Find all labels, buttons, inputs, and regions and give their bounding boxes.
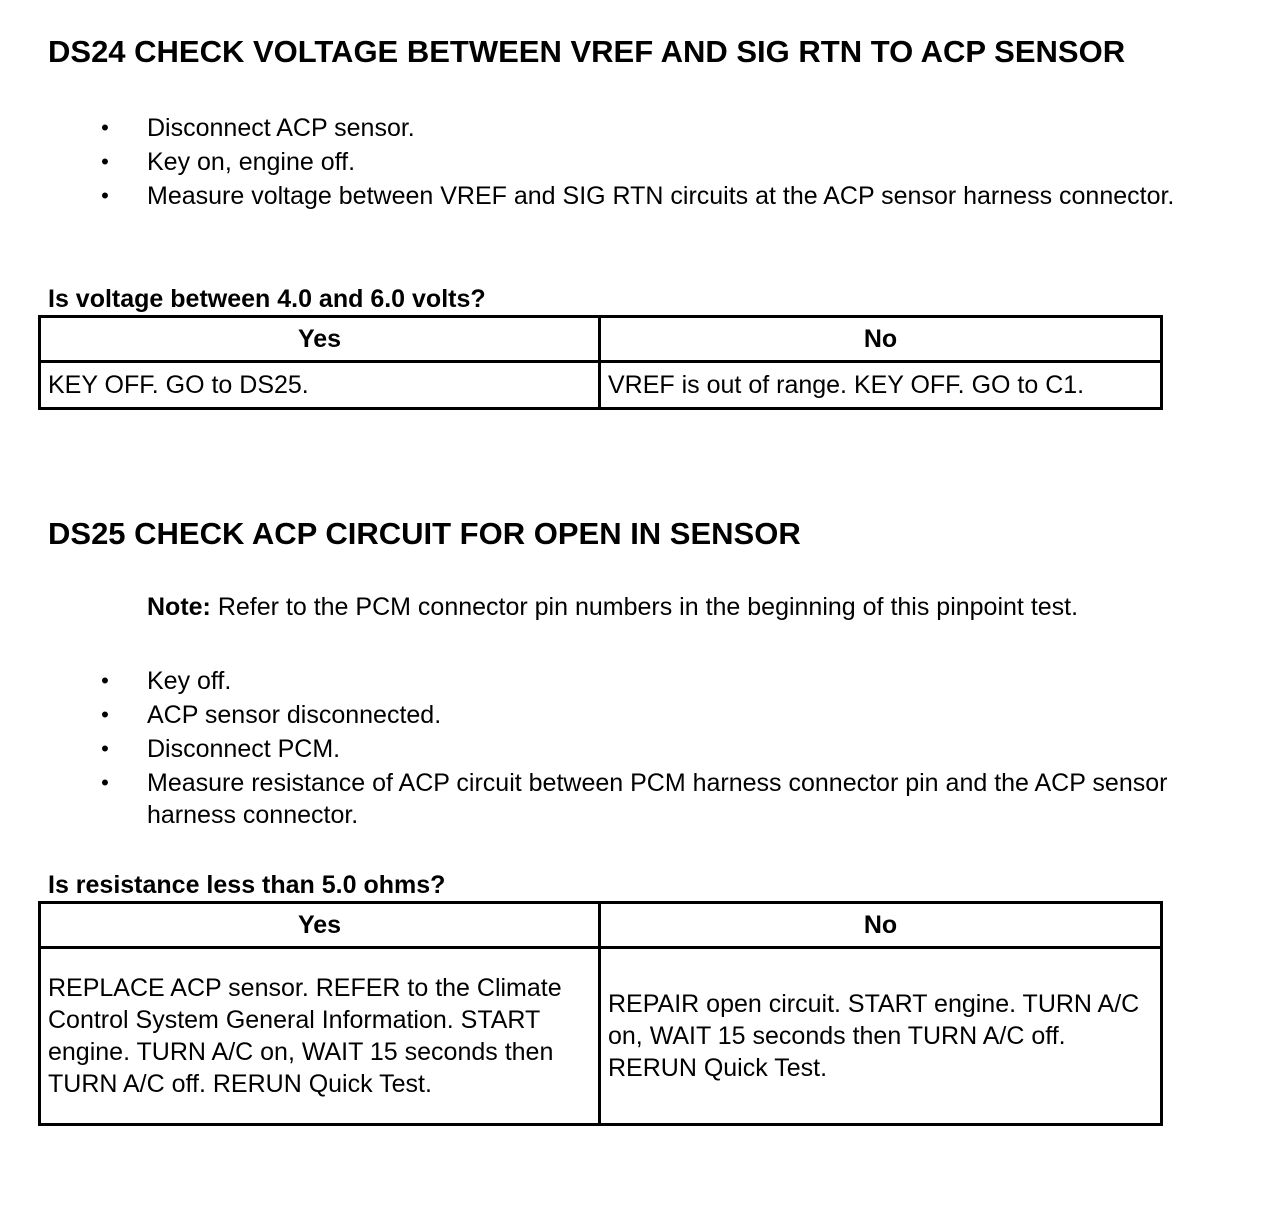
no-cell: REPAIR open circuit. START engine. TURN A/C on, WAIT 15 seconds then TURN A/C off. RERUN Quick Test. bbox=[600, 948, 1162, 1125]
yes-header: Yes bbox=[40, 903, 600, 948]
list-item bbox=[0, 180, 1207, 212]
section-title-ds25: DS25 CHECK ACP CIRCUIT FOR OPEN IN SENSOR bbox=[48, 516, 801, 551]
note-label: Note: bbox=[147, 593, 211, 621]
table-row bbox=[40, 948, 1162, 1125]
bullet-icon: • bbox=[101, 115, 109, 140]
table-row bbox=[40, 362, 1162, 409]
step-text: Measure voltage between VREF and SIG RTN circuits at the ACP sensor harness connector. bbox=[147, 182, 1175, 210]
no-header: No bbox=[600, 317, 1162, 362]
section-title-ds24: DS24 CHECK VOLTAGE BETWEEN VREF AND SIG RTN TO ACP SENSOR bbox=[48, 34, 1126, 69]
bullet-icon: • bbox=[101, 183, 109, 208]
yes-cell: KEY OFF. GO to DS25. bbox=[40, 362, 600, 409]
list-item bbox=[0, 112, 1207, 144]
list-item bbox=[0, 699, 1207, 731]
question-ds25: Is resistance less than 5.0 ohms? bbox=[48, 871, 446, 899]
list-item bbox=[0, 767, 1207, 831]
list-item bbox=[0, 146, 1207, 178]
no-cell: VREF is out of range. KEY OFF. GO to C1. bbox=[600, 362, 1162, 409]
yes-cell: REPLACE ACP sensor. REFER to the Climate Control System General Information. START engine. TURN A/C on, WAIT 15 seconds then TURN A/C off. RERUN Quick Test. bbox=[40, 948, 600, 1125]
step-text: ACP sensor disconnected. bbox=[147, 701, 442, 729]
table-header-row bbox=[40, 317, 1162, 362]
step-text: Key off. bbox=[147, 667, 232, 695]
step-list-ds25 bbox=[0, 665, 1207, 833]
note bbox=[147, 591, 1078, 623]
list-item bbox=[0, 665, 1207, 697]
yes-header: Yes bbox=[40, 317, 600, 362]
bullet-icon: • bbox=[101, 668, 109, 693]
bullet-icon: • bbox=[101, 149, 109, 174]
bullet-icon: • bbox=[101, 702, 109, 727]
no-header: No bbox=[600, 903, 1162, 948]
step-text: Disconnect PCM. bbox=[147, 735, 341, 763]
question-ds24: Is voltage between 4.0 and 6.0 volts? bbox=[48, 285, 486, 313]
table-header-row bbox=[40, 903, 1162, 948]
bullet-icon: • bbox=[101, 736, 109, 761]
result-table-ds25 bbox=[38, 901, 1163, 1126]
list-item bbox=[0, 733, 1207, 765]
result-table-ds24 bbox=[38, 315, 1163, 410]
step-text: Measure resistance of ACP circuit between PCM harness connector pin and the ACP sensor harness connector. bbox=[147, 769, 1168, 829]
step-list-ds24 bbox=[0, 112, 1207, 214]
step-text: Disconnect ACP sensor. bbox=[147, 114, 415, 142]
note-text: Refer to the PCM connector pin numbers in the beginning of this pinpoint test. bbox=[210, 593, 1079, 621]
bullet-icon: • bbox=[101, 770, 109, 795]
step-text: Key on, engine off. bbox=[147, 148, 356, 176]
